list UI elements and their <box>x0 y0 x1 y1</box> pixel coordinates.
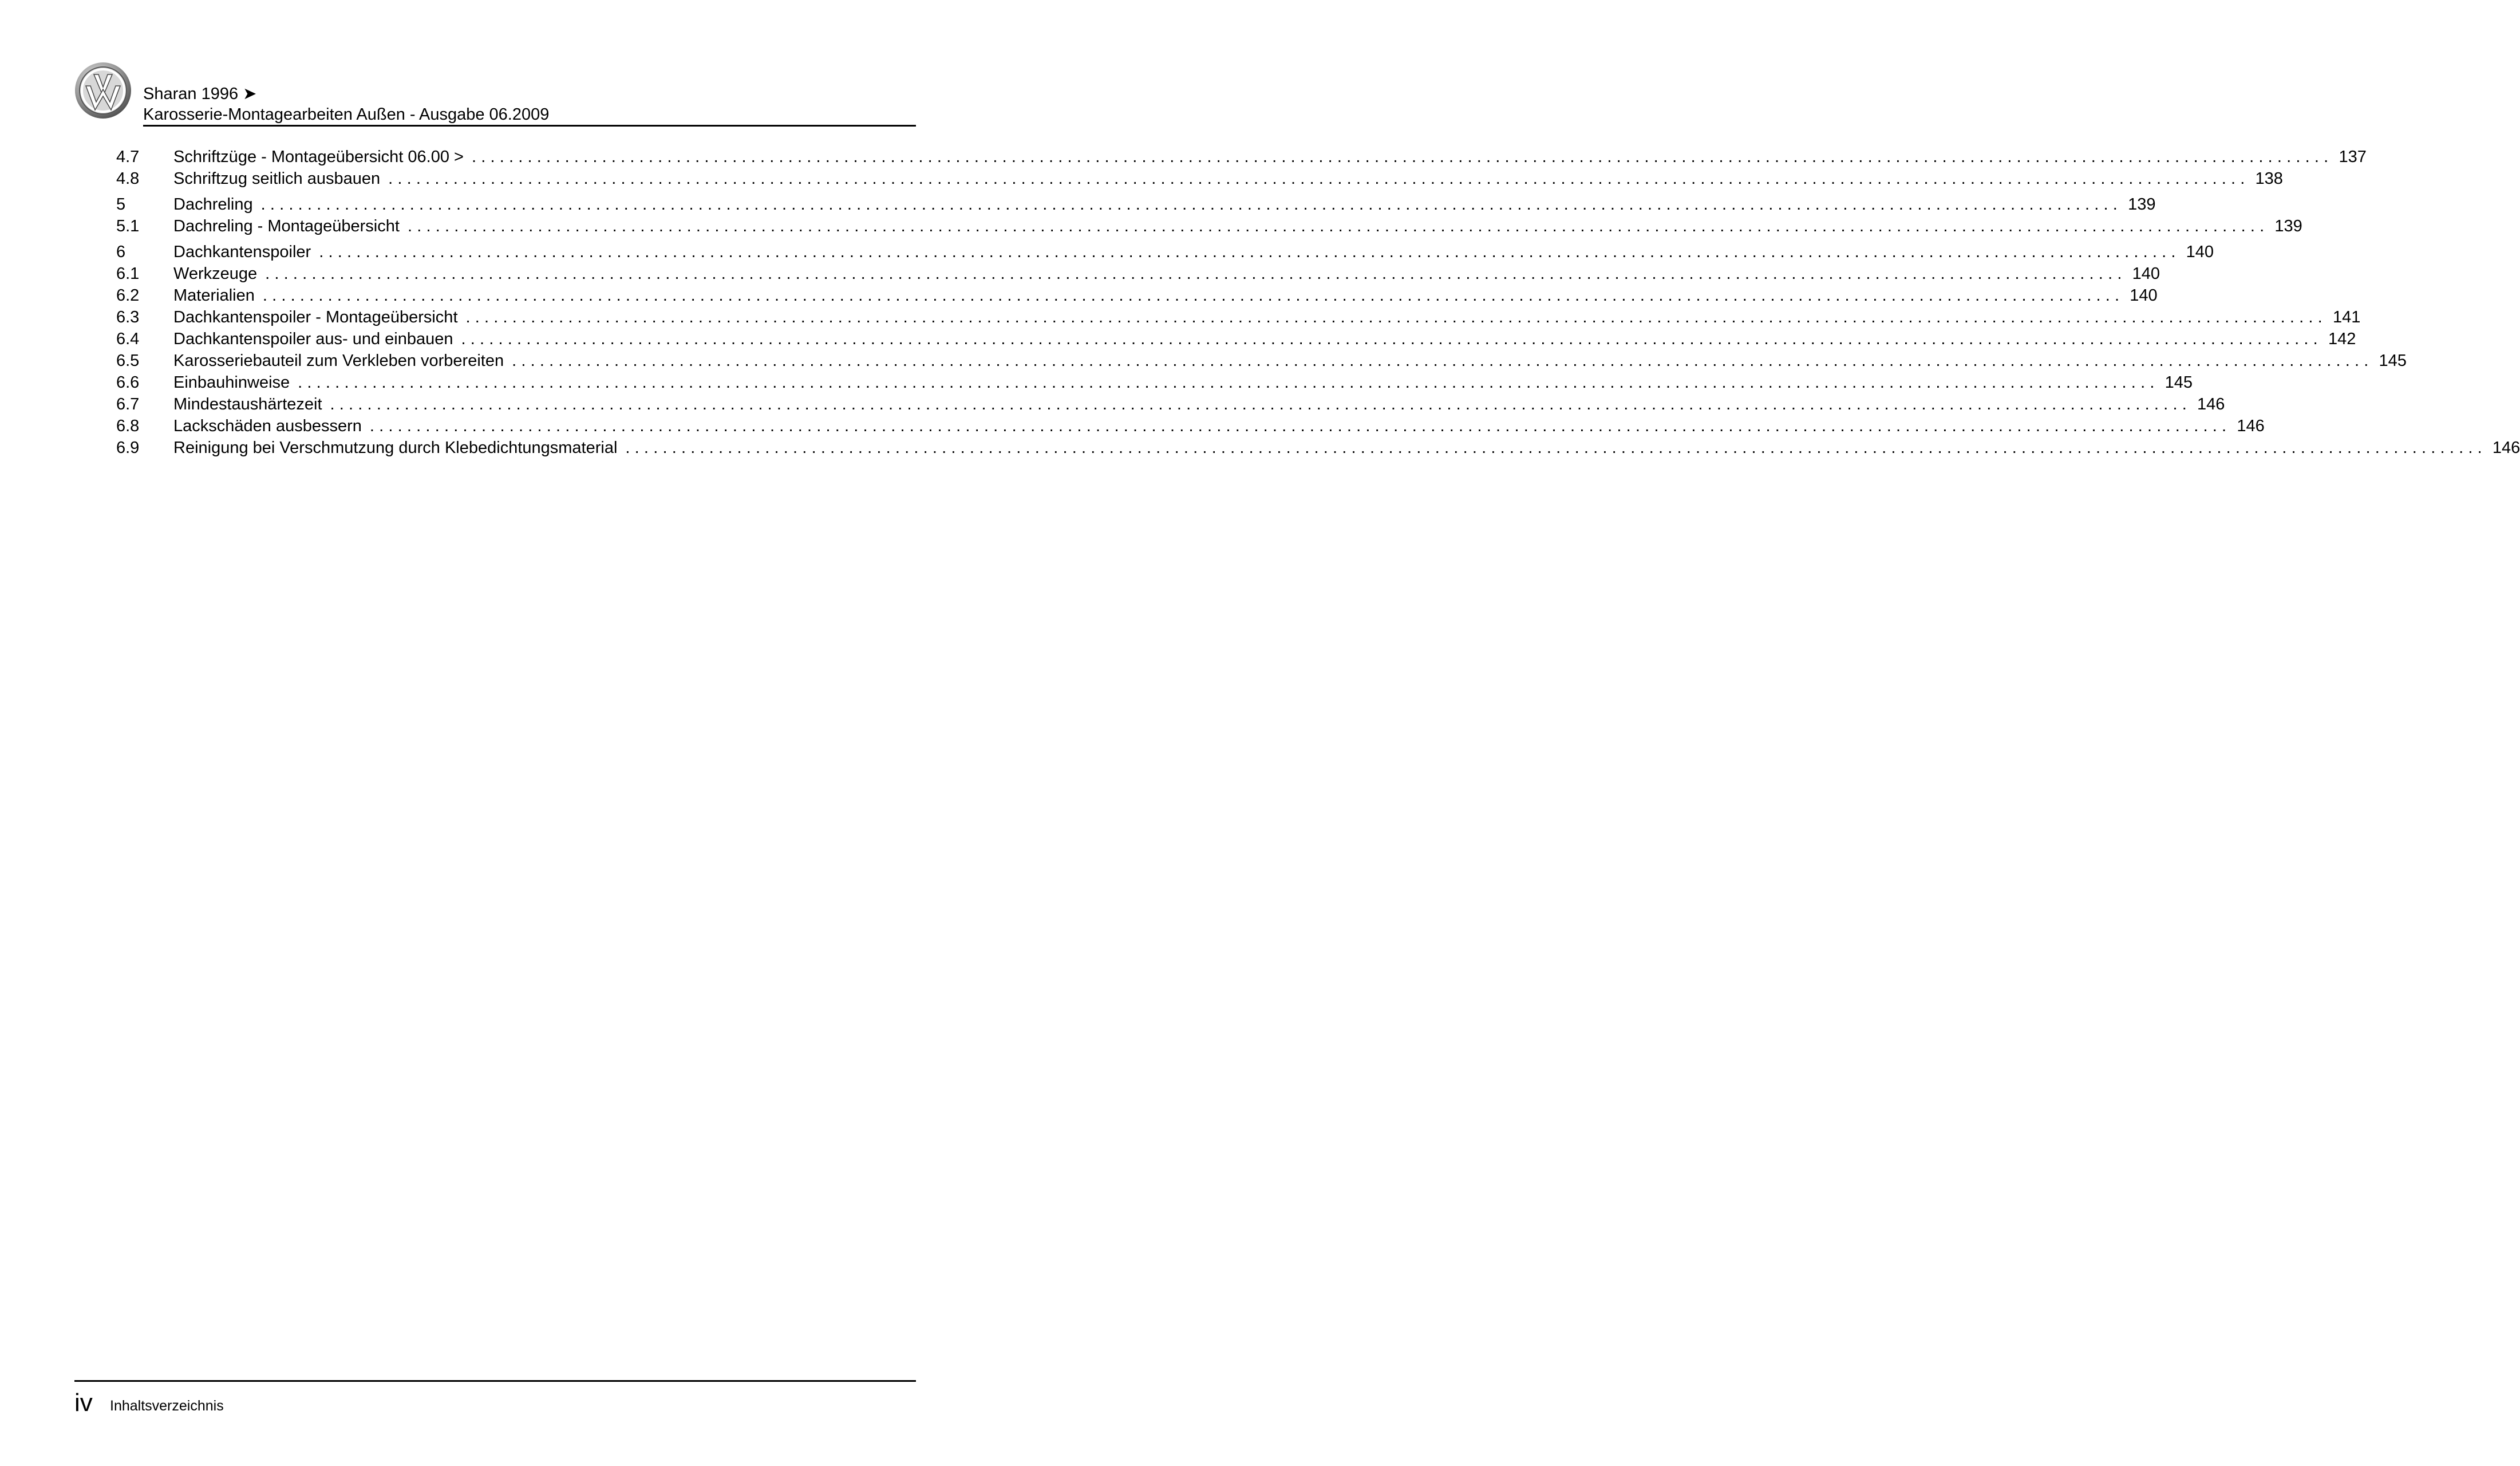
toc-dot-leader: ........................................................................................................................................................................................................ <box>461 330 2322 348</box>
toc-entry-title[interactable]: Dachkantenspoiler aus- und einbauen <box>173 330 453 348</box>
toc-dot-leader: ........................................................................................................................................................................................................ <box>625 439 2487 457</box>
toc-entry-title[interactable]: Mindestaushärtezeit <box>173 395 322 413</box>
toc-entry-title[interactable]: Dachreling - Montageübersicht <box>173 217 400 235</box>
toc-entry-number: 6.1 <box>116 265 140 283</box>
toc-entry-page[interactable]: 145 <box>2164 373 2193 392</box>
toc-entry-number: 6 <box>116 243 126 261</box>
toc-dot-leader: ........................................................................................................................................................................................................ <box>388 170 2250 188</box>
header-subtitle: Karosserie-Montagearbeiten Außen - Ausgabe 06.2009 <box>143 105 550 124</box>
toc-entry-number: 6.9 <box>116 439 140 457</box>
toc-entry-title[interactable]: Einbauhinweise <box>173 373 290 392</box>
toc-entry-number: 5 <box>116 195 126 214</box>
toc-entry[interactable] <box>116 263 2160 285</box>
toc-dot-leader: ........................................................................................................................................................................................................ <box>407 217 2269 235</box>
toc-dot-leader: ........................................................................................................................................................................................................ <box>330 395 2191 413</box>
toc-entry-title[interactable]: Schriftzüge - Montageübersicht 06.00 > <box>173 148 464 166</box>
toc-entry-page[interactable]: 142 <box>2328 330 2356 348</box>
table-of-contents <box>116 146 2520 459</box>
toc-entry-number: 4.8 <box>116 170 140 188</box>
toc-entry[interactable] <box>116 194 2156 215</box>
toc-dot-leader: ........................................................................................................................................................................................................ <box>265 265 2127 283</box>
toc-dot-leader: ........................................................................................................................................................................................................ <box>472 148 2333 166</box>
toc-entry[interactable] <box>116 215 2302 237</box>
toc-entry-page[interactable]: 137 <box>2339 148 2367 166</box>
toc-entry-page[interactable]: 139 <box>2128 195 2156 214</box>
toc-entry[interactable] <box>116 437 2520 459</box>
toc-entry-page[interactable]: 145 <box>2379 352 2407 370</box>
toc-entry-title[interactable]: Werkzeuge <box>173 265 258 283</box>
toc-dot-leader: ........................................................................................................................................................................................................ <box>262 286 2124 305</box>
toc-entry-page[interactable]: 140 <box>2130 286 2158 305</box>
toc-entry[interactable] <box>116 415 2265 437</box>
toc-entry[interactable] <box>116 241 2214 263</box>
toc-entry-number: 4.7 <box>116 148 140 166</box>
toc-entry[interactable] <box>116 350 2407 372</box>
vw-logo-icon <box>74 62 132 119</box>
footer-page-number: iv <box>74 1389 93 1417</box>
document-header <box>143 84 549 125</box>
toc-entry-number: 5.1 <box>116 217 140 235</box>
toc-entry-page[interactable]: 146 <box>2197 395 2225 413</box>
footer-divider <box>74 1380 916 1382</box>
toc-entry-title[interactable]: Schriftzug seitlich ausbauen <box>173 170 381 188</box>
toc-entry-page[interactable]: 146 <box>2237 417 2265 435</box>
toc-entry-page[interactable]: 141 <box>2332 308 2361 326</box>
toc-entry-title[interactable]: Materialien <box>173 286 255 305</box>
toc-entry-title[interactable]: Dachkantenspoiler - Montageübersicht <box>173 308 458 326</box>
toc-dot-leader: ........................................................................................................................................................................................................ <box>319 243 2181 261</box>
toc-entry-page[interactable]: 138 <box>2255 170 2283 188</box>
toc-entry[interactable] <box>116 372 2193 393</box>
footer-section-label: Inhaltsverzeichnis <box>110 1398 224 1414</box>
toc-entry-number: 6.3 <box>116 308 140 326</box>
toc-entry[interactable] <box>116 285 2158 306</box>
toc-dot-leader: ........................................................................................................................................................................................................ <box>465 308 2327 326</box>
toc-entry-title[interactable]: Reinigung bei Verschmutzung durch Klebedichtungsmaterial <box>173 439 618 457</box>
toc-entry-title[interactable]: Dachkantenspoiler <box>173 243 311 261</box>
toc-entry-number: 6.6 <box>116 373 140 392</box>
toc-entry-number: 6.8 <box>116 417 140 435</box>
toc-entry[interactable] <box>116 328 2356 350</box>
toc-entry-number: 6.5 <box>116 352 140 370</box>
toc-entry-page[interactable]: 146 <box>2492 439 2520 457</box>
toc-dot-leader: ........................................................................................................................................................................................................ <box>260 195 2123 214</box>
toc-entry-number: 6.4 <box>116 330 140 348</box>
toc-entry-number: 6.7 <box>116 395 140 413</box>
header-divider <box>143 125 916 127</box>
toc-entry-title[interactable]: Lackschäden ausbessern <box>173 417 362 435</box>
header-model: Sharan 1996 ➤ <box>143 85 257 103</box>
toc-entry-page[interactable]: 139 <box>2274 217 2302 235</box>
toc-entry-title[interactable]: Karosseriebauteil zum Verkleben vorbereiten <box>173 352 504 370</box>
toc-entry-number: 6.2 <box>116 286 140 305</box>
toc-entry[interactable] <box>116 168 2283 190</box>
toc-entry-page[interactable]: 140 <box>2132 265 2160 283</box>
toc-entry-page[interactable]: 140 <box>2186 243 2214 261</box>
toc-entry[interactable] <box>116 146 2367 168</box>
toc-dot-leader: ........................................................................................................................................................................................................ <box>512 352 2373 370</box>
toc-entry[interactable] <box>116 306 2361 328</box>
toc-entry[interactable] <box>116 393 2225 415</box>
toc-dot-leader: ........................................................................................................................................................................................................ <box>298 373 2159 392</box>
toc-entry-title[interactable]: Dachreling <box>173 195 253 214</box>
toc-dot-leader: ........................................................................................................................................................................................................ <box>369 417 2231 435</box>
